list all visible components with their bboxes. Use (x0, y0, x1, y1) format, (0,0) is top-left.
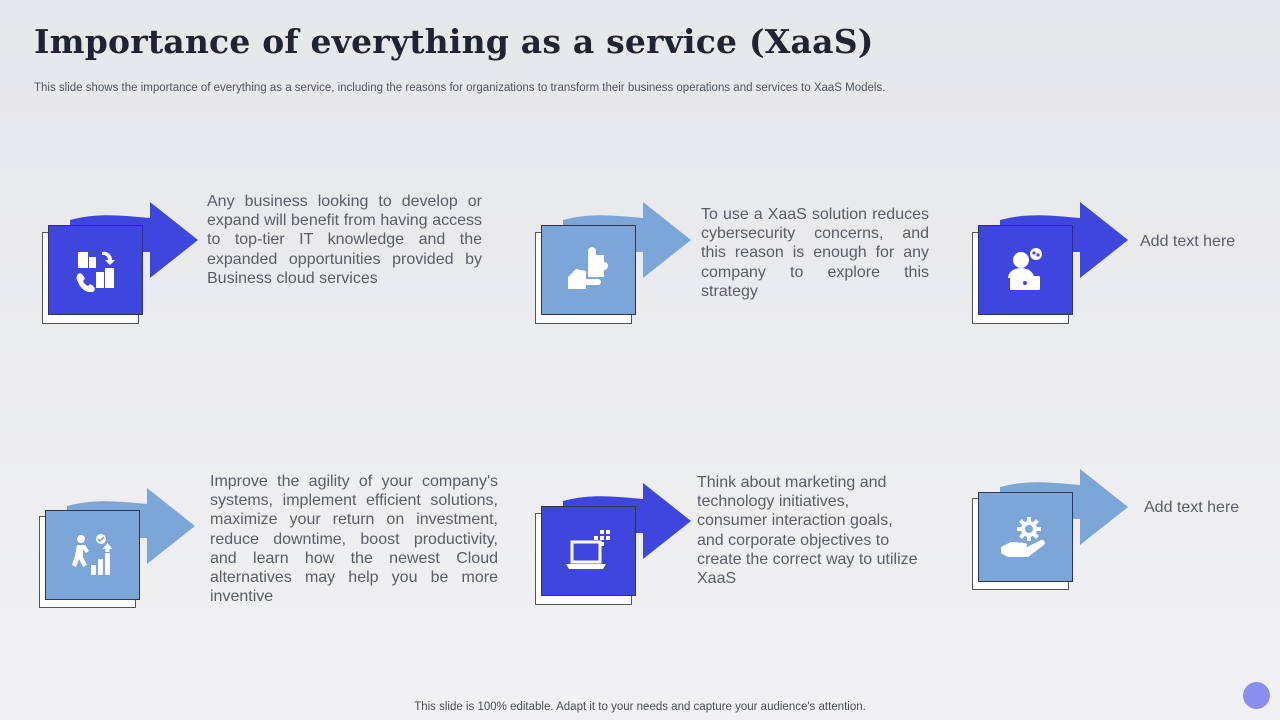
person-laptop-icon (1002, 246, 1050, 294)
card-add-text-2 (970, 467, 1280, 597)
slide-subtitle: This slide shows the importance of everything as a service, including the reasons for organizations to transform their business operations and services to XaaS Models. (34, 82, 886, 94)
icon-tile (541, 225, 636, 315)
icon-tile (541, 506, 636, 596)
card-text: Any business looking to develop or expand will benefit from having access to top-tier IT knowledge and the expanded opportunities provided by Business cloud services (207, 193, 482, 287)
card-agility (37, 473, 537, 616)
decorative-dot (1243, 682, 1270, 709)
card-cybersecurity (533, 200, 1033, 330)
icon-tile (978, 492, 1073, 582)
icon-tile (45, 510, 140, 600)
laptop-data-icon (564, 528, 614, 574)
card-business-cloud (40, 193, 540, 330)
card-marketing (533, 474, 1033, 611)
card-text: Add text here (1144, 499, 1240, 516)
card-text: To use a XaaS solution reduces cybersecurity concerns, and this reason is enough for any company to explore this strategy (701, 206, 929, 300)
card-text: Think about marketing and technology initiatives, consumer interaction goals, and corporate objectives to create the correct way to utilize XaaS (697, 474, 918, 588)
icon-tile (978, 225, 1073, 315)
buildings-exchange-icon (74, 248, 118, 292)
growth-steps-icon (69, 531, 117, 579)
puzzle-hand-icon (564, 247, 614, 293)
icon-tile (48, 225, 143, 315)
card-add-text-1 (970, 200, 1280, 330)
card-text: Add text here (1140, 233, 1236, 250)
slide-title: Importance of everything as a service (XaaS) (34, 22, 874, 61)
gear-hand-icon (999, 515, 1053, 559)
card-text: Improve the agility of your company's systems, implement efficient solutions, maximize your return on investment, reduce downtime, boost productivity, and learn how the newest Cloud alternatives may help you be more inventive (210, 473, 498, 606)
slide-footer: This slide is 100% editable. Adapt it to your needs and capture your audience's attention. (414, 701, 866, 713)
